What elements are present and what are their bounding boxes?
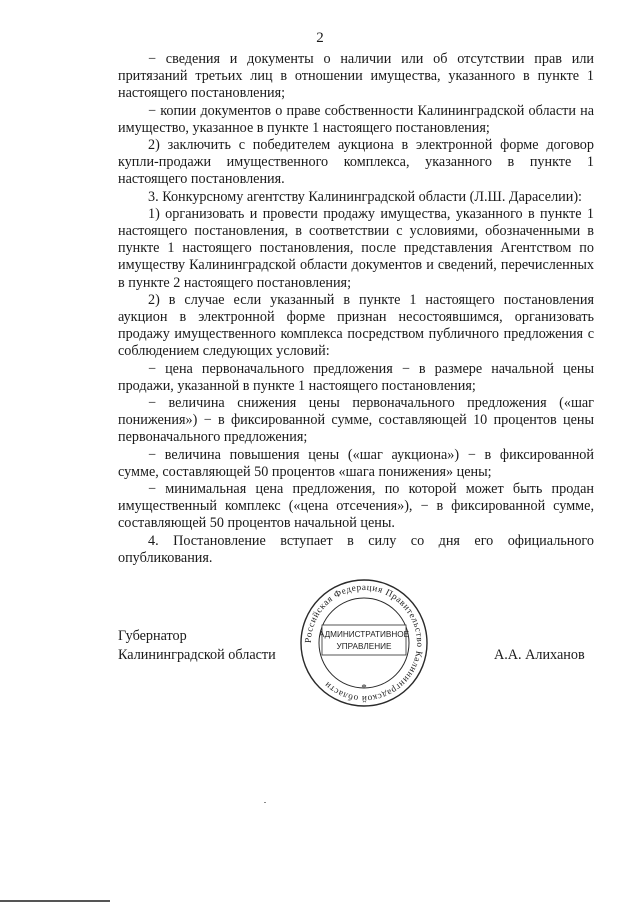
paragraph: − сведения и документы о наличии или об отсутствии прав или притязаний третьих лиц в отношении имущества, указанного в пункте 1 настоящего постановления; <box>118 51 594 102</box>
paragraph: 1) организовать и провести продажу имущества, указанного в пункте 1 настоящего постановления, в соответствии с условиями, обозначенными в пункте 1 настоящего постановления, после представления Агентством по имуществу Калининградской области документов и сведений, перечисленных в пункте 2 настоящего постановления; <box>118 205 594 291</box>
paragraph: − величина повышения цены («шаг аукциона») − в фиксированной сумме, составляющей 50 процентов «шага понижения» цены; <box>118 446 594 480</box>
signatory-region: Калининградской области <box>118 647 276 663</box>
paragraph: − цена первоначального предложения − в размере начальной цены продажи, указанной в пункте 1 настоящего постановления; <box>118 360 594 394</box>
signatory-position <box>118 627 276 665</box>
signatory-title: Губернатор <box>118 628 187 644</box>
page-number: 2 <box>316 30 324 46</box>
seal-center-line2: УПРАВЛЕНИЕ <box>336 642 392 651</box>
scan-mark <box>264 802 266 803</box>
official-seal <box>298 577 430 709</box>
paragraph: − минимальная цена предложения, по которой может быть продан имущественный комплекс («цена отсечения»), − в фиксированной сумме, составляющей 50 процентов начальной цены. <box>118 481 594 532</box>
signatory-name: А.А. Алиханов <box>494 647 585 663</box>
paragraph: − копии документов о праве собственности Калининградской области на имущество, указанное в пункте 1 настоящего постановления; <box>118 102 594 136</box>
paragraph: 4. Постановление вступает в силу со дня его официального опубликования. <box>118 532 594 566</box>
seal-star: * <box>361 682 367 694</box>
document-body <box>118 51 594 567</box>
seal-ring-text: Российская Федерация Правительство Калининградской области <box>302 581 426 705</box>
paragraph: 3. Конкурсному агентству Калининградской области (Л.Ш. Дараселии): <box>148 188 582 205</box>
seal-center-line1: АДМИНИСТРАТИВНОЕ <box>318 630 410 639</box>
bottom-rule <box>0 900 110 902</box>
paragraph: − величина снижения цены первоначального предложения («шаг понижения») − в фиксированной сумме, составляющей 10 процентов цены первоначального предложения; <box>118 395 594 446</box>
paragraph: 2) в случае если указанный в пункте 1 настоящего постановления аукцион в электронной форме признан несостоявшимся, организовать продажу имущественного комплекса посредством публичного предложения с соблюдением следующих условий: <box>118 291 594 360</box>
paragraph: 2) заключить с победителем аукциона в электронной форме договор купли-продажи имущественного комплекса, указанного в пункте 1 настоящего постановления. <box>118 137 594 188</box>
